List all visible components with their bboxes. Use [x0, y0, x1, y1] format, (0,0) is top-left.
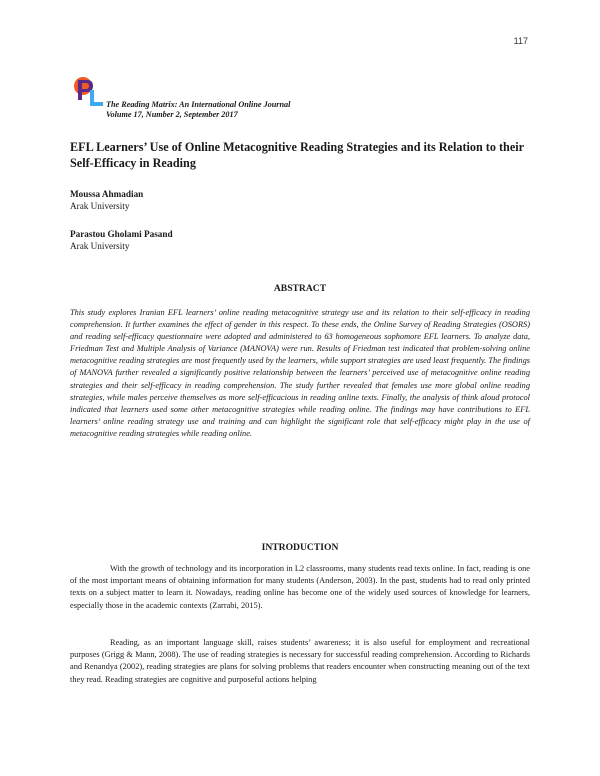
abstract-text: This study explores Iranian EFL learners’ online reading metacognitive strategy use and its relation to their self-efficacy in reading comprehension. It further examines the effect of gender in this respect. To these ends, the Online Survey of Reading Strategies (OSORS) and reading self-efficacy questionnaire were adopted and administered to 63 homogeneous sophomore EFL learners. To analyze data, Friedman Test and Multiple Analysis of Variance (MANOVA) were run. Results of Friedman test indicated that problem-solving online metacognitive reading strategies are most frequently used by the learners, while support strategies are used least frequently. The findings of MANOVA further revealed a significantly positive relationship between the learners’ perceived use of metacognitive online reading strategies and their self-efficacy in reading comprehension. The study further revealed that females use more global online reading strategies, while males perceive themselves as more self-efficacious in reading online texts. Finally, the analysis of think aloud protocol indicated that learners used some other metacognitive strategies while reading online. The findings may have contributions to EFL learners’ online reading strategy use and training and can highlight the significant role that self-efficacy might play in the use of metacognitive reading strategies while reading online. — [70, 308, 530, 438]
author-block — [70, 228, 173, 252]
page-number: 117 — [513, 36, 528, 46]
journal-volume: Volume 17, Number 2, September 2017 — [106, 110, 238, 119]
body-paragraph: With the growth of technology and its incorporation in L2 classrooms, many students read texts online. In fact, reading is one of the most important means of obtaining information for many students (Anderson, 2003). In the past, students had to read only printed texts on a subject matter to learn it. Nowadays, reading online has become one of the widely used sources of knowledge for learners, especially those in the academic contexts (Zarrabi, 2015). — [70, 564, 530, 610]
journal-name: The Reading Matrix: An International Online Journal — [106, 100, 291, 109]
author-name: Moussa Ahmadian — [70, 189, 144, 199]
author-name: Parastou Gholami Pasand — [70, 229, 173, 239]
body-paragraph: Reading, as an important language skill, raises students’ awareness; it is also useful for employment and recreational purposes (Grigg & Mann, 2008). The use of reading strategies is necessary for successful reading comprehension. According to Richards and Renandya (2002), reading strategies are plans for solving problems that readers encounter when constructing meaning out of the text they read. Reading strategies are cognitive and purposeful actions helping — [70, 638, 530, 684]
journal-info — [106, 100, 290, 120]
introduction-heading: INTRODUCTION — [261, 542, 339, 553]
author-affiliation: Arak University — [70, 241, 130, 251]
abstract-heading: ABSTRACT — [273, 283, 327, 294]
author-block — [70, 188, 143, 212]
paper-title: EFL Learners’ Use of Online Metacognitive Reading Strategies and its Relation to their Self-Efficacy in Reading — [70, 140, 524, 170]
reading-matrix-logo-icon — [70, 74, 110, 108]
author-affiliation: Arak University — [70, 201, 130, 211]
